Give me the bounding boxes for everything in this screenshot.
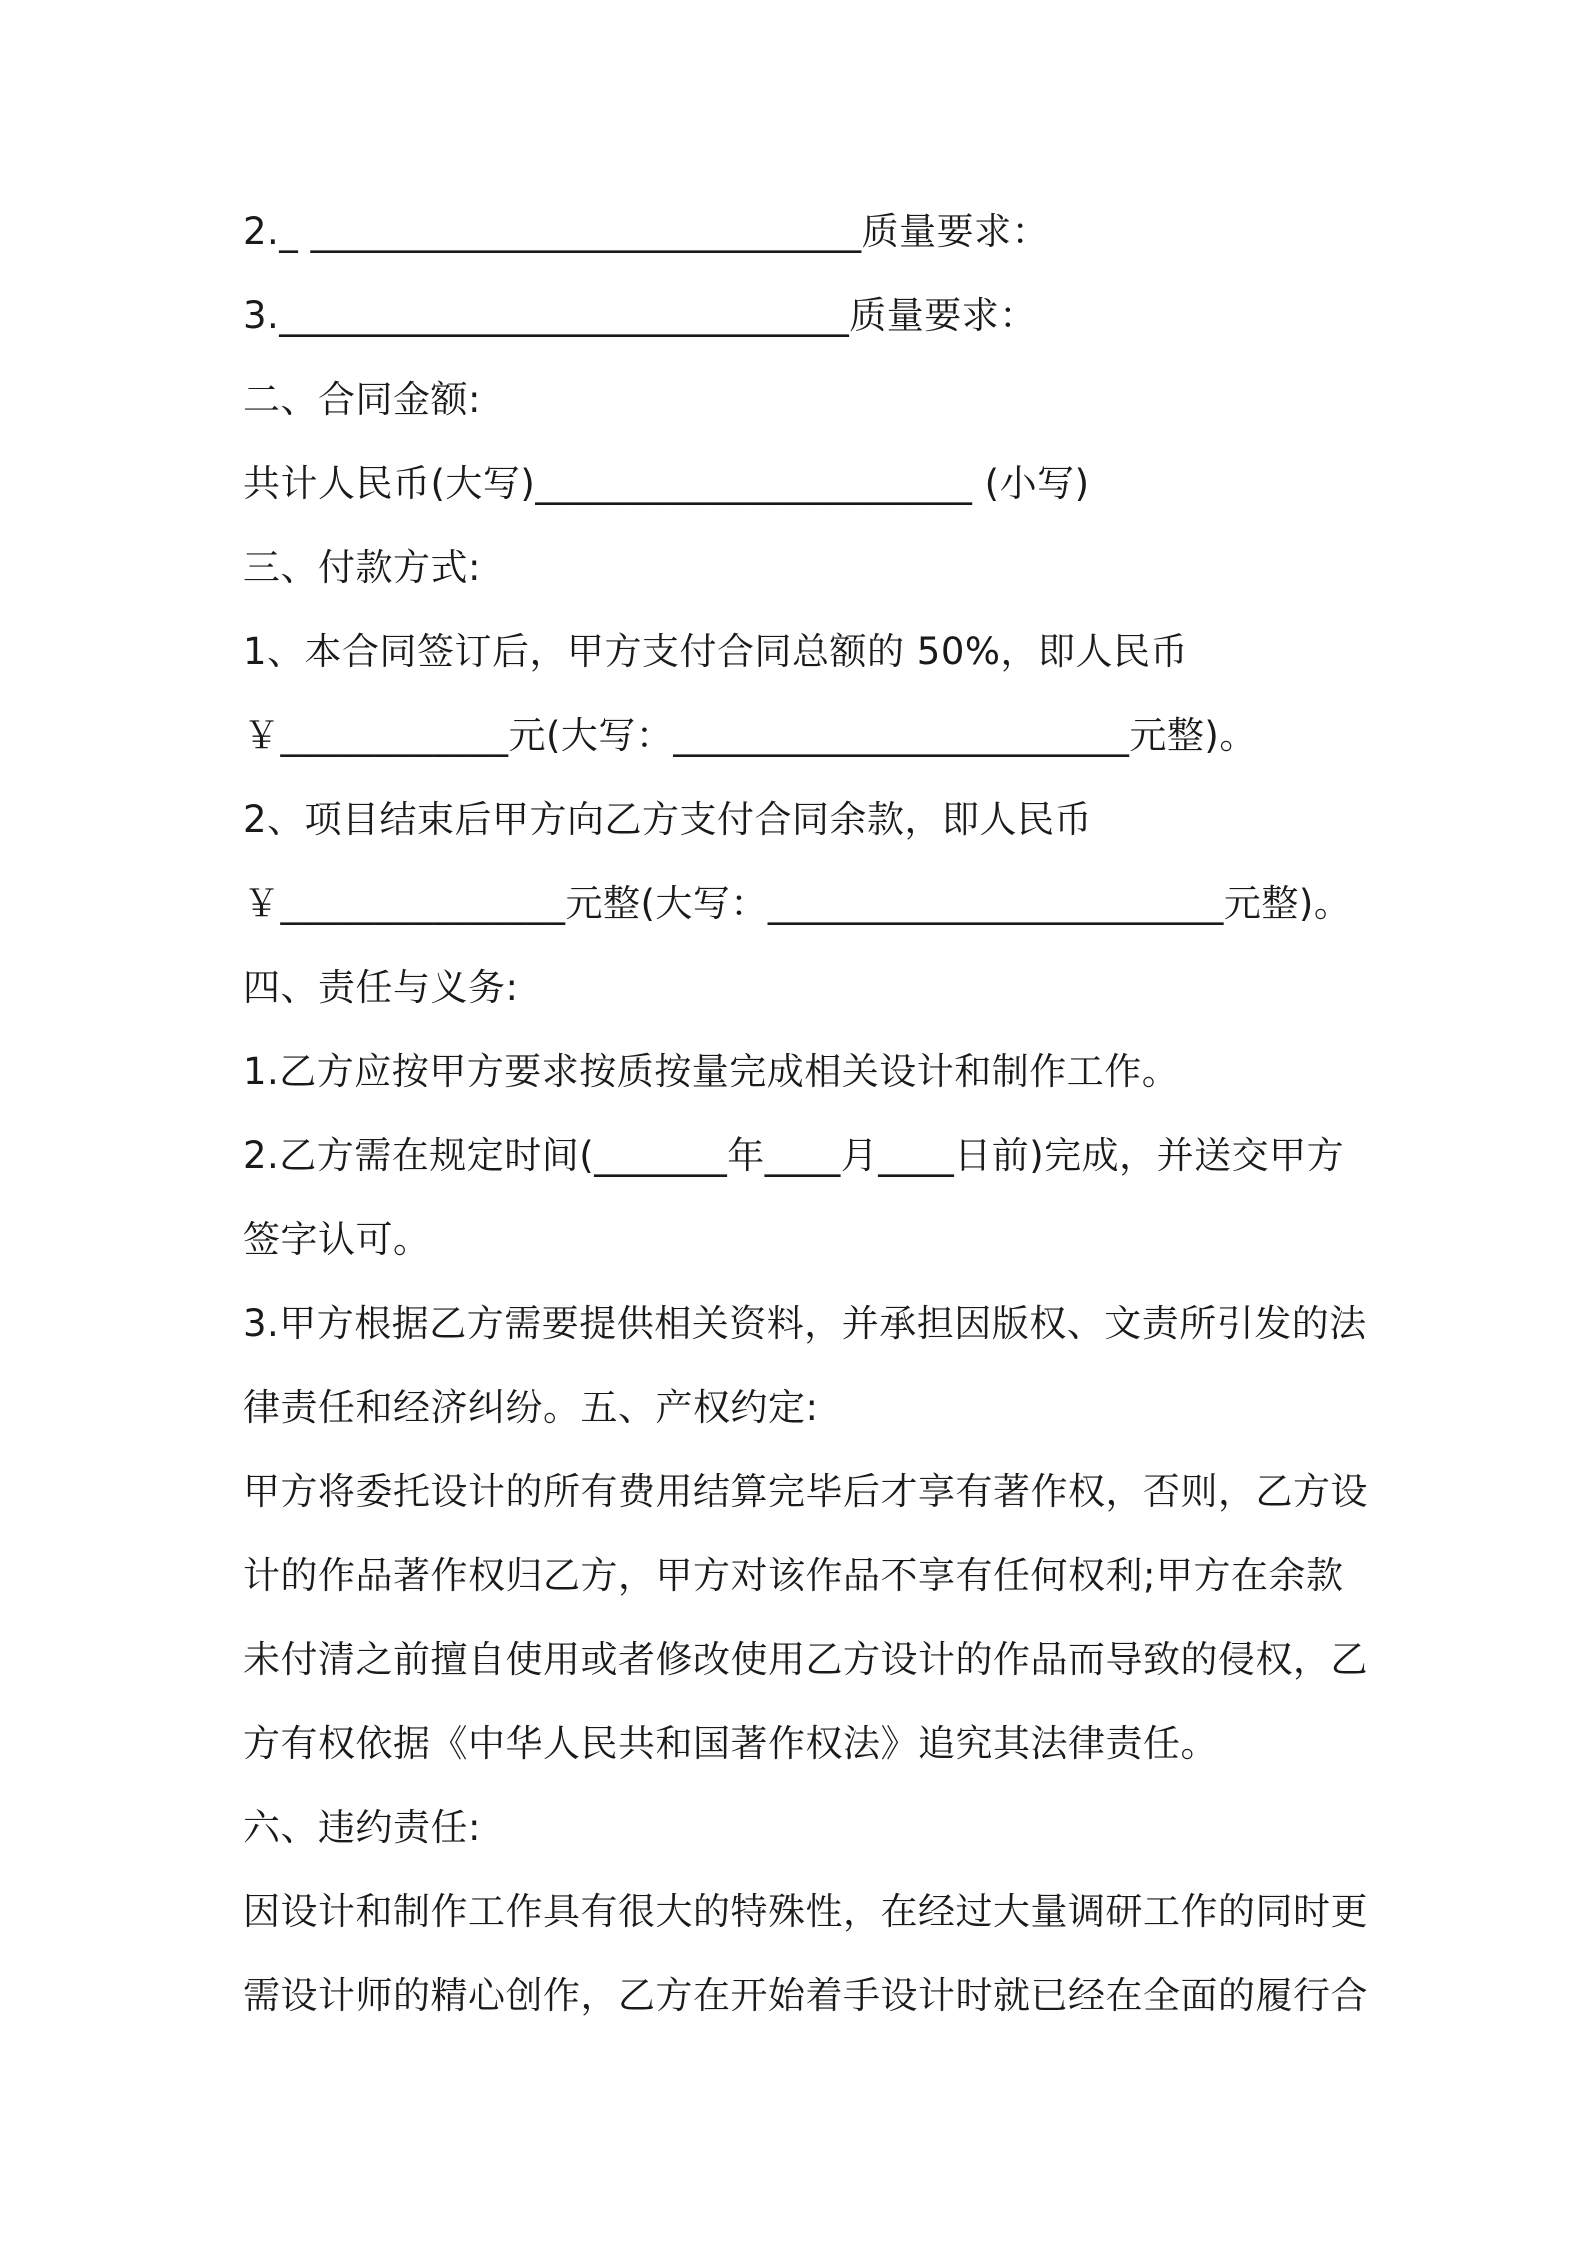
duty-clause-3: 3.甲方根据乙方需要提供相关资料，并承担因版权、文责所引发的法 <box>243 1302 1367 1345</box>
section-heading-breach: 六、违约责任: <box>243 1806 481 1849</box>
breach-paragraph-line-2: 需设计师的精心创作，乙方在开始着手设计时就已经在全面的履行合 <box>243 1974 1368 2017</box>
quality-item-2: 2._ _____________________________质量要求： <box>243 210 1050 253</box>
payment-clause-2: 2、项目结束后甲方向乙方支付合同余款，即人民币 <box>243 798 1093 841</box>
duty-clause-2-cont: 签字认可。 <box>243 1218 431 1261</box>
payment-clause-1-amount: ￥____________元(大写：________________________元整)。 <box>243 714 1257 757</box>
quality-item-3: 3.______________________________质量要求： <box>243 294 1037 337</box>
document-page <box>243 205 1368 2053</box>
duty-clause-1: 1.乙方应按甲方要求按质按量完成相关设计和制作工作。 <box>243 1050 1180 1093</box>
section-heading-contract-amount: 二、合同金额: <box>243 378 481 421</box>
duty-clause-2: 2.乙方需在规定时间(_______年____月____日前)完成，并送交甲方 <box>243 1134 1345 1177</box>
section-heading-payment: 三、付款方式: <box>243 546 481 589</box>
property-paragraph-line-3: 未付清之前擅自使用或者修改使用乙方设计的作品而导致的侵权，乙 <box>243 1638 1368 1681</box>
total-amount-line: 共计人民币(大写)_______________________ (小写) <box>243 462 1090 505</box>
duty-clause-3-cont: 律责任和经济纠纷。五、产权约定: <box>243 1386 819 1429</box>
breach-paragraph-line-1: 因设计和制作工作具有很大的特殊性，在经过大量调研工作的同时更 <box>243 1890 1368 1933</box>
section-heading-duties: 四、责任与义务: <box>243 966 519 1009</box>
property-paragraph-line-1: 甲方将委托设计的所有费用结算完毕后才享有著作权，否则，乙方设 <box>243 1470 1368 1513</box>
payment-clause-1: 1、本合同签订后，甲方支付合同总额的 50%，即人民币 <box>243 630 1189 673</box>
property-paragraph-line-4: 方有权依据《中华人民共和国著作权法》追究其法律责任。 <box>243 1722 1218 1765</box>
payment-clause-2-amount: ￥_______________元整(大写：________________________元整)。 <box>243 882 1352 925</box>
property-paragraph-line-2: 计的作品著作权归乙方，甲方对该作品不享有任何权利;甲方在余款 <box>243 1554 1344 1597</box>
